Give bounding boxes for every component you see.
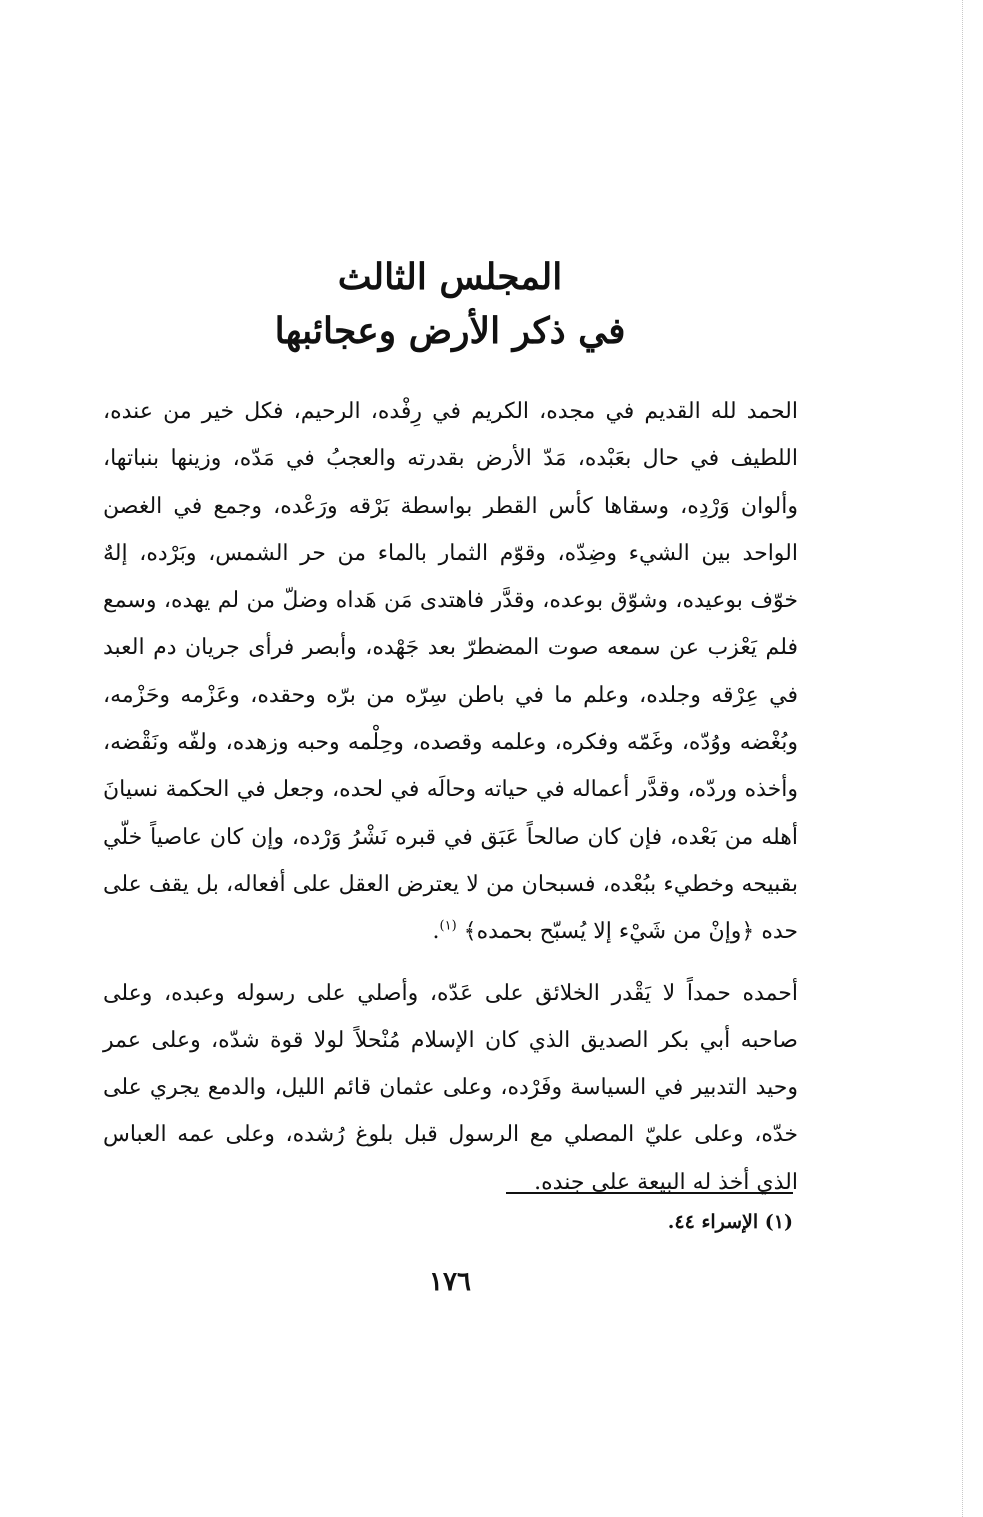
paragraph-1-text: الحمد لله القديم في مجده، الكريم في رِفْده، الرحيم، فكل خير من عنده، اللطيف في حال بعَبْده، مَدّ الأرض بقدرته والعجبُ في مَدّه، وزينها بنباتها، وألوان وَرْدِه، وسقاها كأس القطر بواسطة بَرْقه ورَعْده، وجمع في الغصن الواحد بين الشيء وضِدّه، وقوّم الثمار بالماء من حر الشمس، وبَرْده، إلهٌ خوّف بوعيده، وشوّق بوعده، وقدَّر فاهتدى مَن هَداه وضلّ من لم يهده، وسمع فلم يَعْزب عن سمعه صوت المضطرّ بعد جَهْده، وأبصر فرأى جريان دم العبد في عِرْقه وجلده، وعلم ما في باطن سِرّه من برّه وحقده، وعَزْمه وحَزْمه، وبُغْضه ووُدّه، وغَمّه وفكره، وعلمه وقصده، وحِلْمه وحبه وزهده، ولفّه ونَقْضه، وأخذه وردّه، وقدَّر أعماله في حياته وحالَه في لحده، وجعل في الحكمة نسيانَ أهله من بَعْده، فإن كان صالحاً عَبَق في قبره نَشْرُ وَرْده، وإن كان عاصياً خلّي بقبيحه وخطيء ببُعْده، فسبحان من لا يعترض العقل على أفعاله، بل يقف على حده ﴿وإنْ من شَيْء إلا يُسبّح بحمده﴾: [103, 399, 798, 945]
footnote-reference: (١): [439, 918, 457, 934]
paragraph-2: أحمده حمداً لا يَقْدر الخلائق على عَدّه، وأصلي على رسوله وعبده، وعلى صاحبه أبي بكر الصديق الذي كان الإسلام مُنْحلاً لولا قوة شدّه، وعلى عمر وحيد التدبير في السياسة وفَرْده، وعلى عثمان قائم الليل، والدمع يجري على خدّه، وعلى عليّ المصلي مع الرسول قبل بلوغ رُشده، وعلى عمه العباس الذي أخذ له البيعة على جنده.: [103, 980, 798, 1195]
page-number: ١٧٦: [429, 1267, 471, 1297]
chapter-title: المجلس الثالث: [337, 256, 563, 298]
page-edge-line: [962, 0, 964, 1517]
paragraph-1: [103, 388, 798, 956]
footnote-divider: [506, 1192, 793, 1194]
chapter-subtitle: في ذكر الأرض وعجائبها: [274, 310, 626, 352]
body-text: [103, 388, 798, 1206]
footnote: (١) الإسراء ٤٤.: [667, 1211, 793, 1233]
chapter-heading: [100, 250, 800, 358]
paragraph-1-end: .: [432, 919, 440, 945]
